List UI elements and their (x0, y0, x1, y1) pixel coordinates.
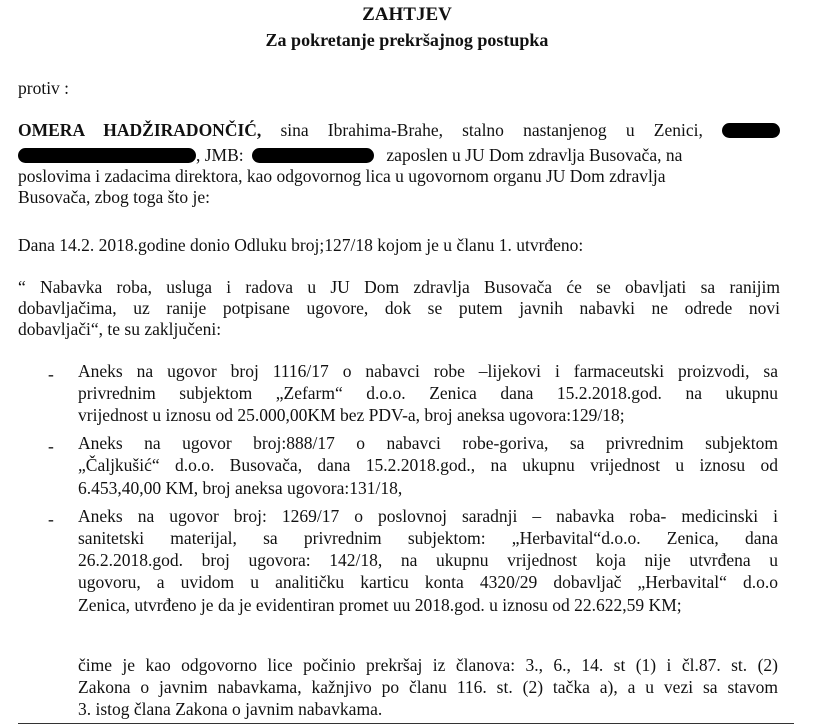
list-item-line: 6.453,40,00 KM, broj aneksa ugovora:131/18, (78, 478, 403, 498)
page-subtitle: Za pokretanje prekršajnog postupka (265, 30, 549, 50)
page-title: ZAHTJEV (362, 4, 452, 25)
redaction-address (722, 123, 780, 138)
accused-text-1: sina Ibrahima-Brahe, stalno nastanjenog u Zenici, (280, 120, 703, 140)
accused-line-2 (18, 145, 780, 165)
jmb-label: , JMB: (196, 145, 244, 165)
list-item-line: sanitetski materijal, sa privrednim subjektom: „Herbavital“d.o.o. Zenica, dana (78, 528, 778, 548)
list-item-line: vrijednost u iznosu od 25.000,00KM bez PDV-a, broj aneksa ugovora:129/18; (78, 405, 625, 425)
accused-line-1 (18, 120, 780, 140)
redaction-jmb (252, 148, 374, 163)
list-item-line: Aneks na ugovor broj:888/17 o nabavci robe-goriva, sa privrednim subjektom (78, 433, 778, 453)
list-item-line: Aneks na ugovor broj: 1269/17 o poslovnoj saradnji – nabavka roba- medicinski i (78, 506, 778, 526)
closing-line: 3. istog člana Zakona o javnim nabavkama. (78, 699, 383, 719)
bullet-dash: - (48, 436, 54, 456)
list-item-line: privrednim subjektom „Zefarm“ d.o.o. Zenica dana 15.2.2018.god. na ukupnu (78, 383, 778, 403)
list-item-line: Zenica, utvrđeno je da je evidentiran promet uu 2018.god. u iznosu od 22.622,59 KM; (78, 595, 682, 615)
against-label: protiv : (18, 78, 70, 98)
closing-line: čime je kao odgovorno lice počinio prekršaj iz članova: 3., 6., 14. st (1) i čl.87. st. (2) (78, 655, 778, 675)
accused-line-4: Busovača, zbog toga što je: (18, 187, 210, 207)
closing-line: Zakona o javnim nabavkama, kažnjivo po članu 116. st. (2) tačka a), a u vezi sa stavom (78, 677, 778, 697)
bottom-rule (18, 723, 794, 724)
accused-text-2: zaposlen u JU Dom zdravlja Busovača, na (386, 145, 683, 165)
list-item-line: ugovoru, a uvidom u analitičku karticu konta 4320/29 dobavljač „Herbavital“ d.o.o (78, 572, 778, 592)
bullet-dash: - (48, 364, 54, 384)
list-item-line: „Čaljkušić“ d.o.o. Busovača, dana 15.2.2018.god., na ukupnu vrijednost u iznosu od (78, 455, 778, 475)
quote-line: “ Nabavka roba, usluga i radova u JU Dom zdravlja Busovača će se obavljati sa ranijim (18, 277, 780, 297)
list-item-line: 26.2.2018.god. broj ugovora: 142/18, na ukupnu vrijednost koja nije utvrđena u (78, 550, 778, 570)
decision-line: Dana 14.2. 2018.godine donio Odluku broj;127/18 kojom je u članu 1. utvrđeno: (18, 235, 584, 255)
bullet-dash: - (48, 509, 54, 529)
redaction-address-2 (18, 148, 196, 163)
accused-name: OMERA HADŽIRADONČIĆ, (18, 120, 262, 140)
quote-line: dobavljačima, uz ranije potpisane ugovore, dok se putem javnih nabavki ne odrede novi (18, 298, 780, 318)
list-item-line: Aneks na ugovor broj 1116/17 o nabavci robe –lijekovi i farmaceutski proizvodi, sa (78, 361, 778, 381)
accused-line-3: poslovima i zadacima direktora, kao odgovornog lica u ugovornom organu JU Dom zdravlja (18, 166, 666, 186)
quote-line: dobavljači“, te su zaključeni: (18, 319, 222, 339)
